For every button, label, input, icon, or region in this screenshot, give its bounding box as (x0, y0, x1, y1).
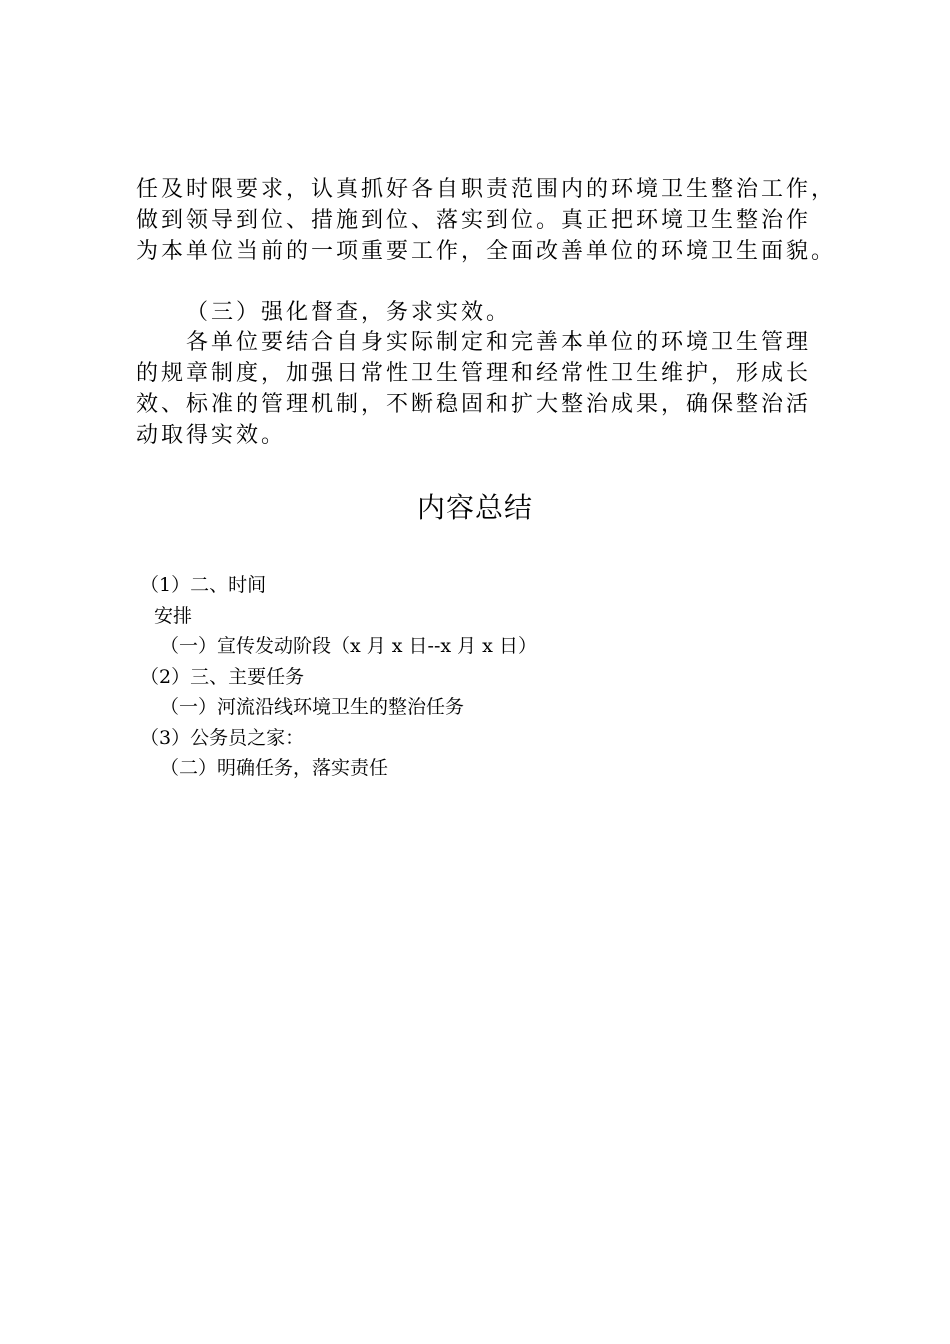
paragraph-line: 效、标准的管理机制，不断稳固和扩大整治成果，确保整治活 (136, 392, 812, 417)
summary-item: 安排 (154, 604, 193, 627)
summary-list (140, 570, 840, 784)
summary-item: （3）公务员之家： (140, 726, 305, 749)
paragraph-line: 动取得实效。 (136, 423, 287, 448)
summary-item: （1）二、时间 (140, 574, 267, 596)
summary-item: （一）河流沿线环境卫生的整治任务 (160, 696, 465, 718)
summary-title: 内容总结 (416, 491, 533, 524)
section-heading-three: （三）强化督查，务求实效。 (186, 300, 512, 325)
section-three-paragraph (136, 327, 836, 451)
summary-item: （2）三、主要任务 (140, 665, 305, 688)
paragraph-continuation (136, 174, 836, 267)
paragraph-line: 的规章制度，加强日常性卫生管理和经常性卫生维护，形成长 (136, 361, 812, 386)
paragraph-line: 任及时限要求，认真抓好各自职责范围内的环境卫生整治工作， (136, 177, 837, 202)
paragraph-line: 各单位要结合自身实际制定和完善本单位的环境卫生管理 (186, 330, 812, 355)
summary-item: （一）宣传发动阶段（x 月 x 日--x 月 x 日） (160, 635, 537, 657)
paragraph-line: 为本单位当前的一项重要工作，全面改善单位的环境卫生面貌。 (136, 239, 837, 264)
summary-item: （二）明确任务，落实责任 (160, 757, 389, 779)
paragraph-line: 做到领导到位、措施到位、落实到位。真正把环境卫生整治作 (136, 208, 812, 233)
